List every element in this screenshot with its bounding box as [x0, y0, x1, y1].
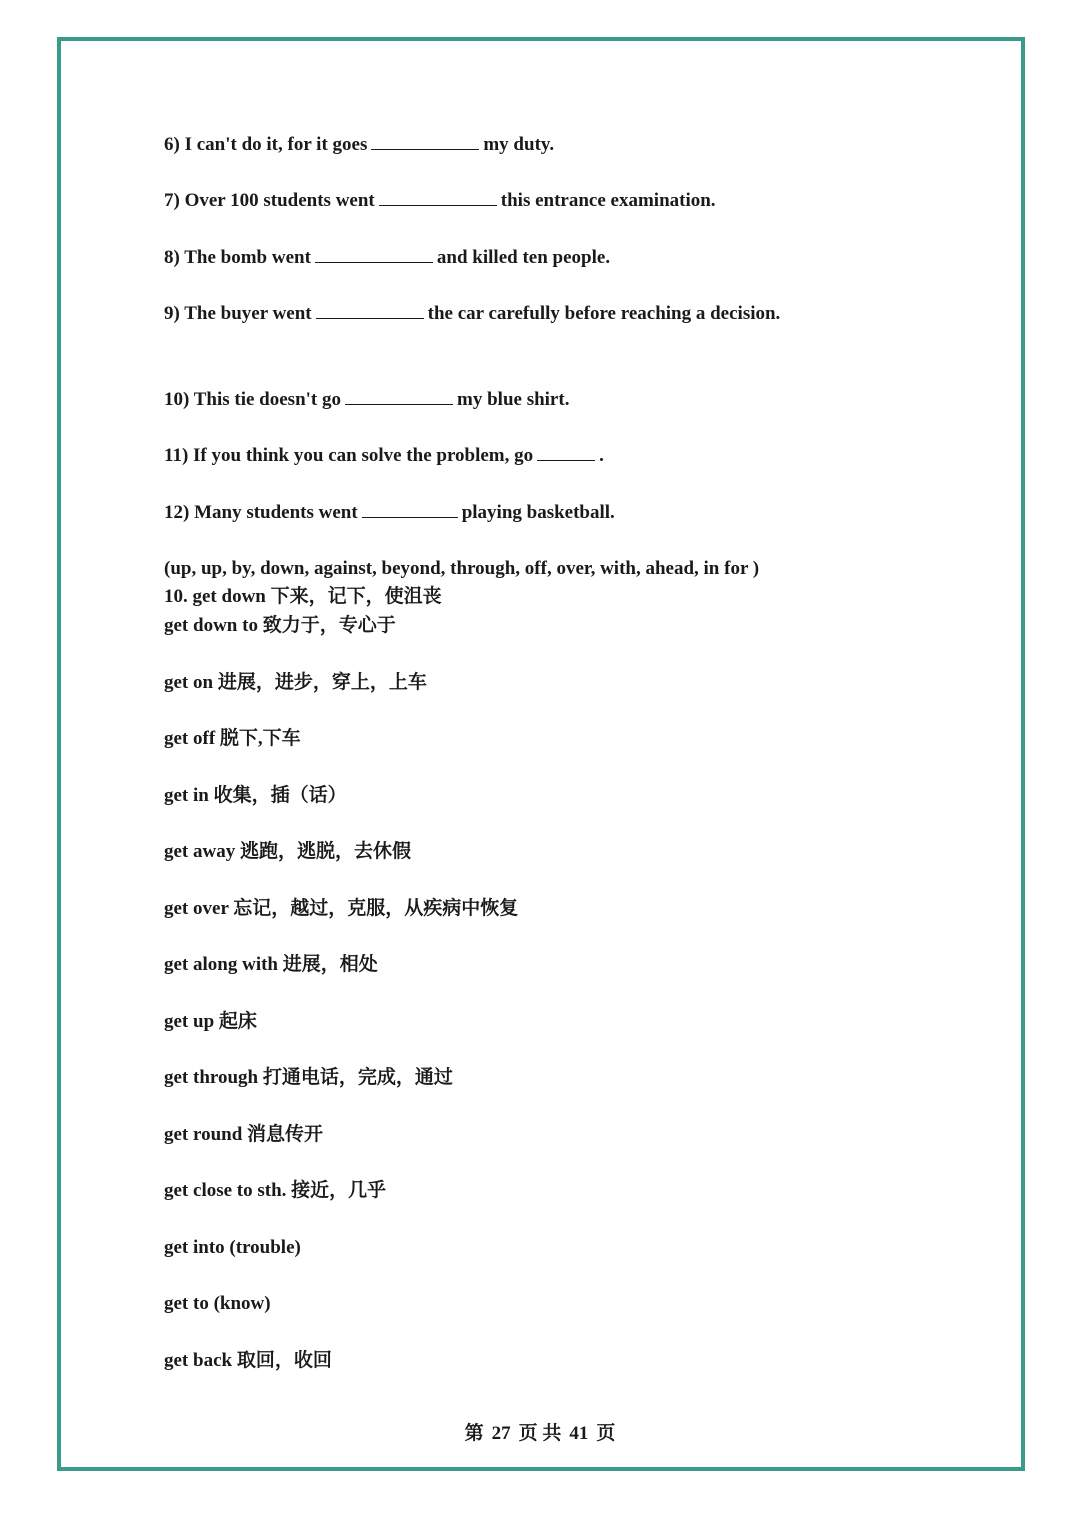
- answer-blank[interactable]: [345, 388, 453, 405]
- answer-blank[interactable]: [379, 189, 497, 206]
- phrase-item: get close to sth. 接近，几乎: [164, 1180, 387, 1201]
- answer-blank[interactable]: [362, 501, 458, 518]
- phrase-item: get away 逃跑，逃脱，去休假: [164, 841, 411, 862]
- exercise-11: 11) If you think you can solve the problem, go .: [164, 445, 604, 466]
- word-bank: (up, up, by, down, against, beyond, through, off, over, with, ahead, in for ): [164, 558, 760, 579]
- phrase-item: get off 脱下,下车: [164, 728, 301, 749]
- answer-blank[interactable]: [316, 302, 424, 319]
- phrase-item: get to (know): [164, 1293, 271, 1314]
- phrase-item: get back 取回，收回: [164, 1350, 332, 1371]
- answer-blank[interactable]: [315, 246, 433, 263]
- phrase-item: get round 消息传开: [164, 1124, 324, 1145]
- phrase-item: get in 收集，插（话）: [164, 785, 347, 806]
- phrase-item: get along with 进展，相处: [164, 954, 378, 975]
- answer-blank[interactable]: [537, 444, 595, 461]
- page-number: 第 27 页 共 41 页: [464, 1423, 616, 1444]
- exercise-8: 8) The bomb went and killed ten people.: [164, 247, 611, 268]
- exercise-9: 9) The buyer went the car carefully before reaching a decision.: [164, 303, 781, 324]
- answer-blank[interactable]: [371, 133, 479, 150]
- phrase-item: get on 进展，进步，穿上，上车: [164, 672, 427, 693]
- phrase-item: get over 忘记，越过，克服，从疾病中恢复: [164, 898, 519, 919]
- exercise-6: 6) I can't do it, for it goes my duty.: [164, 134, 555, 155]
- exercise-10: 10) This tie doesn't go my blue shirt.: [164, 389, 570, 410]
- phrase-item: get through 打通电话，完成，通过: [164, 1067, 453, 1088]
- exercise-7: 7) Over 100 students went this entrance examination.: [164, 190, 716, 211]
- phrase-item: get down to 致力于，专心于: [164, 615, 396, 636]
- phrase-item: get into (trouble): [164, 1237, 301, 1258]
- exercise-12: 12) Many students went playing basketball.: [164, 502, 615, 523]
- section-heading: 10. get down 下来，记下，使沮丧: [164, 586, 442, 607]
- phrase-item: get up 起床: [164, 1011, 257, 1032]
